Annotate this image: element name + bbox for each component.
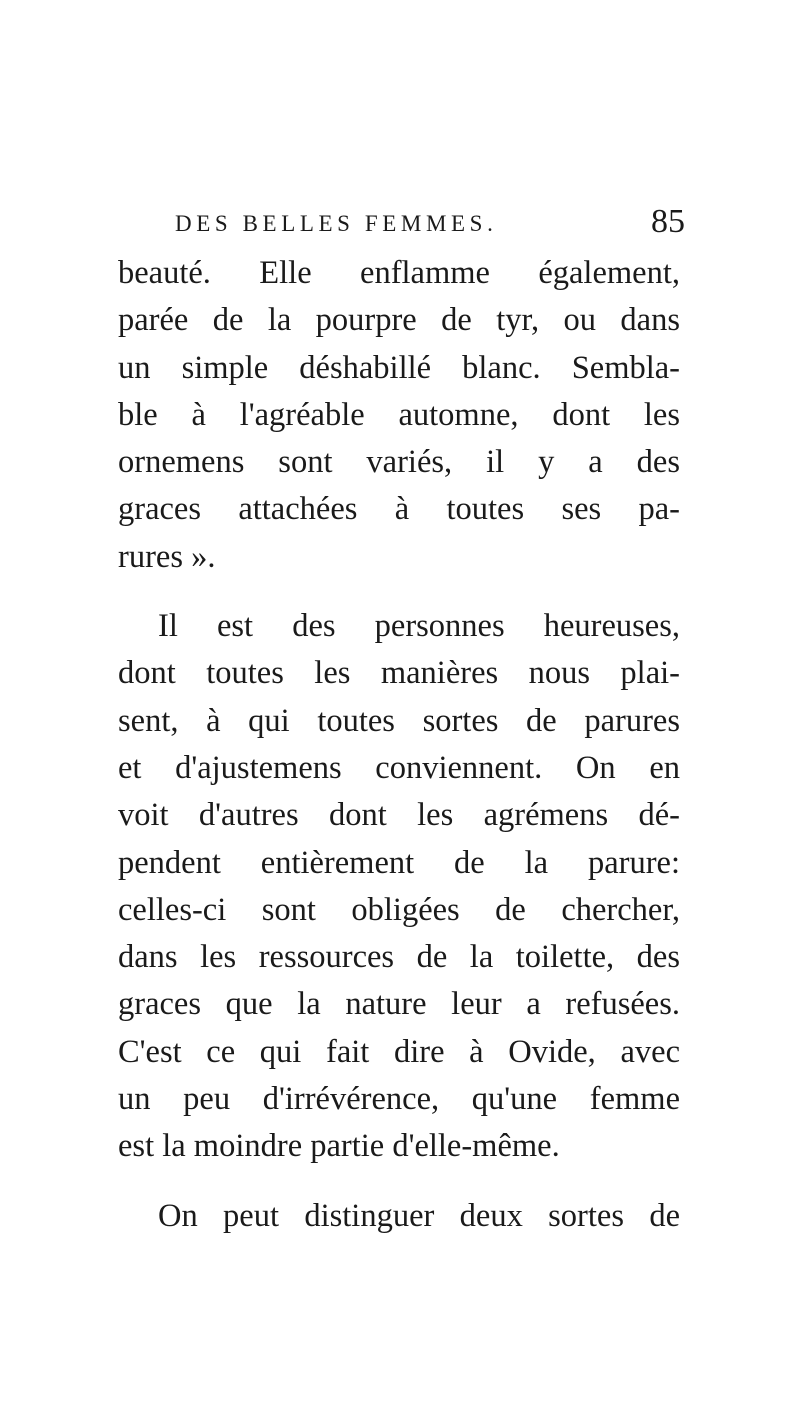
text-line: un simple déshabillé blanc. Sembla- bbox=[118, 349, 680, 386]
text-line: graces que la nature leur a refusées. bbox=[118, 986, 680, 1023]
running-title: DES BELLES FEMMES. bbox=[175, 211, 498, 236]
body-text bbox=[118, 250, 680, 1240]
paragraph bbox=[118, 603, 680, 1171]
page-number: 85 bbox=[651, 203, 685, 240]
text-line: rures ». bbox=[118, 538, 216, 575]
paragraph-gap bbox=[118, 581, 680, 603]
paragraph bbox=[118, 1193, 680, 1240]
text-line: graces attachées à toutes ses pa- bbox=[118, 491, 680, 528]
paragraph bbox=[118, 250, 680, 581]
text-line: est la moindre partie d'elle-même. bbox=[118, 1128, 560, 1165]
text-line: On peut distinguer deux sortes de bbox=[158, 1197, 680, 1234]
text-line: celles-ci sont obligées de chercher, bbox=[118, 891, 680, 928]
text-line: et d'ajustemens conviennent. On en bbox=[118, 749, 680, 786]
text-line: beauté. Elle enflamme également, bbox=[118, 255, 680, 291]
text-line: sent, à qui toutes sortes de parures bbox=[118, 702, 680, 739]
paragraph-gap bbox=[118, 1171, 680, 1193]
text-line: un peu d'irrévérence, qu'une femme bbox=[118, 1081, 680, 1118]
text-line: Il est des personnes heureuses, bbox=[158, 608, 680, 645]
text-line: parée de la pourpre de tyr, ou dans bbox=[118, 302, 680, 339]
text-line: ornemens sont variés, il y a des bbox=[118, 444, 680, 481]
text-line: dont toutes les manières nous plai- bbox=[118, 655, 680, 692]
running-head bbox=[175, 203, 685, 243]
text-line: ble à l'agréable automne, dont les bbox=[118, 396, 680, 433]
text-line: voit d'autres dont les agrémens dé- bbox=[118, 797, 680, 834]
text-line: pendent entièrement de la parure: bbox=[118, 844, 680, 881]
text-line: C'est ce qui fait dire à Ovide, avec bbox=[118, 1033, 680, 1070]
text-line: dans les ressources de la toilette, des bbox=[118, 939, 680, 976]
